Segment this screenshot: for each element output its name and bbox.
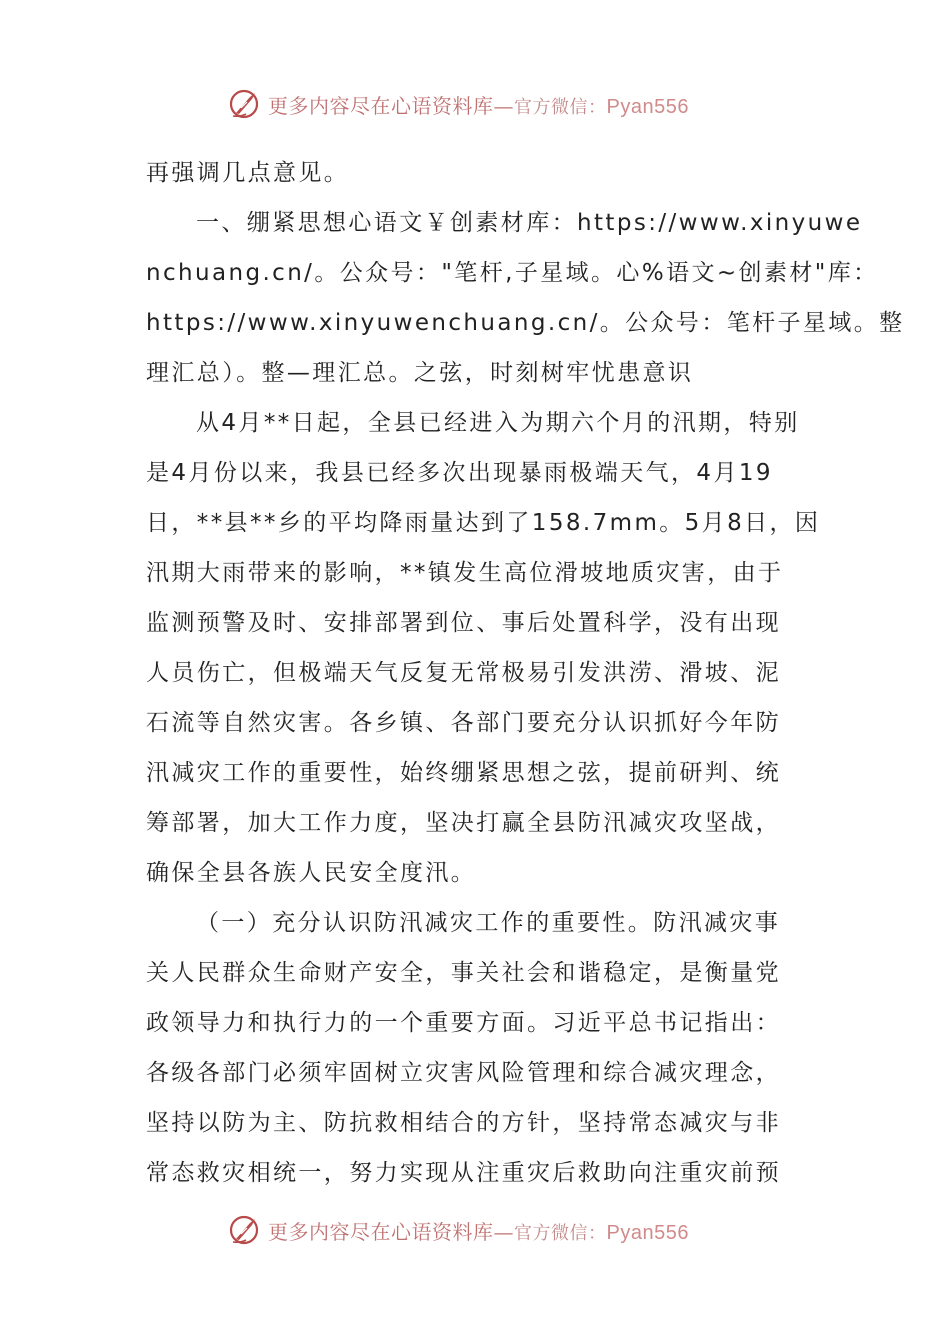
text-line: 政领导力和执行力的一个重要方面。习近平总书记指出： — [146, 1010, 781, 1036]
text-line: 是4月份以来，我县已经多次出现暴雨极端天气，4月19 — [146, 460, 773, 486]
header-banner-text — [268, 90, 689, 119]
header-wechat-id: Pyan556 — [606, 95, 689, 118]
text-line: 石流等自然灾害。各乡镇、各部门要充分认识抓好今年防 — [146, 710, 781, 736]
text-line: 一、绷紧思想心语文￥创素材库：https://www.xinyuwe — [196, 210, 863, 236]
footer-wechat-label: 官方微信： — [514, 1222, 607, 1244]
footer-dash: — — [493, 1219, 514, 1244]
text-line: 人员伤亡，但极端天气反复无常极易引发洪涝、滑坡、泥 — [146, 660, 781, 686]
text-line: 关人民群众生命财产安全，事关社会和谐稳定，是衡量党 — [146, 960, 781, 986]
text-line: 汛减灾工作的重要性，始终绷紧思想之弦，提前研判、统 — [146, 760, 781, 786]
text-line: （一）充分认识防汛减灾工作的重要性。防汛减灾事 — [196, 910, 781, 936]
footer-prefix: 更多内容尽在心语资料库 — [268, 1219, 494, 1244]
footer-banner-text — [268, 1216, 689, 1245]
text-line: nchuang.cn/。公众号："笔杆,子星域。心%语文~创素材"库： — [146, 260, 879, 286]
text-line: 再强调几点意见。 — [146, 160, 350, 186]
text-line: 理汇总）。整—理汇总。之弦，时刻树牢忧患意识 — [146, 360, 694, 386]
text-line: 汛期大雨带来的影响，**镇发生高位滑坡地质灾害，由于 — [146, 560, 784, 586]
header-dash: — — [493, 93, 514, 118]
text-line: 确保全县各族人民安全度汛。 — [146, 860, 477, 886]
text-line: 从4月**日起，全县已经进入为期六个月的汛期，特别 — [196, 410, 800, 436]
quill-pen-logo-icon — [228, 87, 262, 121]
text-line: 监测预警及时、安排部署到位、事后处置科学，没有出现 — [146, 610, 781, 636]
header-prefix: 更多内容尽在心语资料库 — [268, 93, 494, 118]
text-line: https://www.xinyuwenchuang.cn/。公众号：笔杆子星域。整 — [146, 310, 905, 336]
footer-wechat-id: Pyan556 — [606, 1221, 689, 1244]
quill-pen-logo-icon — [228, 1213, 262, 1247]
header-banner[interactable] — [228, 84, 728, 124]
text-line: 各级各部门必须牢固树立灾害风险管理和综合减灾理念， — [146, 1060, 781, 1086]
text-line: 筹部署，加大工作力度，坚决打赢全县防汛减灾攻坚战， — [146, 810, 781, 836]
header-wechat-label: 官方微信： — [514, 96, 607, 118]
body-text — [146, 148, 905, 1198]
footer-banner[interactable] — [228, 1210, 728, 1250]
text-line: 日，**县**乡的平均降雨量达到了158.7mm。5月8日，因 — [146, 510, 821, 536]
text-line: 常态救灾相统一，努力实现从注重灾后救助向注重灾前预 — [146, 1160, 781, 1186]
text-line: 坚持以防为主、防抗救相结合的方针，坚持常态减灾与非 — [146, 1110, 781, 1136]
